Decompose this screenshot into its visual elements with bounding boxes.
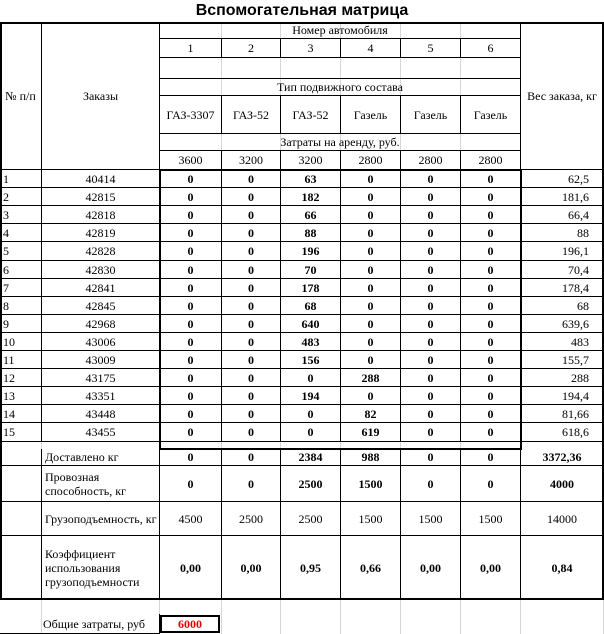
- assignment-cell[interactable]: 0: [222, 188, 281, 206]
- order-weight[interactable]: 178,4: [521, 279, 604, 297]
- assignment-cell[interactable]: 0: [160, 170, 222, 188]
- row-number[interactable]: 3: [0, 206, 42, 224]
- assignment-cell[interactable]: 619: [341, 423, 401, 442]
- assignment-cell[interactable]: 0: [401, 387, 461, 405]
- summary-value[interactable]: 1500: [461, 502, 521, 536]
- assignment-cell[interactable]: 0: [222, 279, 281, 297]
- assignment-cell[interactable]: 0: [461, 333, 521, 351]
- row-number[interactable]: 5: [0, 242, 42, 261]
- assignment-cell[interactable]: 0: [160, 261, 222, 279]
- assignment-cell[interactable]: 0: [222, 387, 281, 405]
- assignment-cell[interactable]: 0: [222, 315, 281, 333]
- order-id[interactable]: 40414: [42, 170, 160, 188]
- assignment-cell[interactable]: 0: [401, 351, 461, 369]
- assignment-cell[interactable]: 0: [341, 206, 401, 224]
- row-number[interactable]: 10: [0, 333, 42, 351]
- assignment-cell[interactable]: 0: [281, 369, 341, 387]
- assignment-cell[interactable]: 0: [222, 423, 281, 442]
- assignment-cell[interactable]: 0: [461, 297, 521, 315]
- row-number[interactable]: 2: [0, 188, 42, 206]
- vehicle-type-5[interactable]: Газель: [401, 96, 461, 134]
- assignment-cell[interactable]: 0: [341, 188, 401, 206]
- assignment-cell[interactable]: 0: [461, 279, 521, 297]
- assignment-cell[interactable]: 0: [222, 297, 281, 315]
- order-id[interactable]: 42845: [42, 297, 160, 315]
- assignment-cell[interactable]: 0: [160, 333, 222, 351]
- assignment-cell[interactable]: 156: [281, 351, 341, 369]
- assignment-cell[interactable]: 0: [401, 242, 461, 261]
- row-number[interactable]: 9: [0, 315, 42, 333]
- assignment-cell[interactable]: 0: [160, 315, 222, 333]
- vehicle-type-3[interactable]: ГАЗ-52: [281, 96, 341, 134]
- assignment-cell[interactable]: 0: [401, 206, 461, 224]
- assignment-cell[interactable]: 0: [160, 423, 222, 442]
- assignment-cell[interactable]: 0: [222, 405, 281, 423]
- order-weight[interactable]: 62,5: [521, 170, 604, 188]
- assignment-cell[interactable]: 0: [341, 242, 401, 261]
- order-id[interactable]: 43448: [42, 405, 160, 423]
- vehicle-type-4[interactable]: Газель: [341, 96, 401, 134]
- row-number[interactable]: 6: [0, 261, 42, 279]
- assignment-cell[interactable]: 0: [160, 206, 222, 224]
- assignment-cell[interactable]: 0: [401, 224, 461, 242]
- summary-value[interactable]: 0: [222, 466, 281, 502]
- row-number[interactable]: 4: [0, 224, 42, 242]
- assignment-cell[interactable]: 82: [341, 405, 401, 423]
- assignment-cell[interactable]: 0: [341, 333, 401, 351]
- assignment-cell[interactable]: 70: [281, 261, 341, 279]
- assignment-cell[interactable]: 0: [222, 261, 281, 279]
- vehicle-type-1[interactable]: ГАЗ-3307: [160, 96, 222, 134]
- summary-spacer[interactable]: [0, 502, 42, 536]
- order-id[interactable]: 43009: [42, 351, 160, 369]
- vehicle-number-4[interactable]: 4: [341, 39, 401, 58]
- summary-value[interactable]: 0: [160, 466, 222, 502]
- order-weight[interactable]: 88: [521, 224, 604, 242]
- row-number[interactable]: 14: [0, 405, 42, 423]
- row-number[interactable]: 11: [0, 351, 42, 369]
- assignment-cell[interactable]: 0: [461, 423, 521, 442]
- assignment-cell[interactable]: 0: [461, 369, 521, 387]
- order-weight[interactable]: 155,7: [521, 351, 604, 369]
- assignment-cell[interactable]: 288: [341, 369, 401, 387]
- assignment-cell[interactable]: 0: [401, 369, 461, 387]
- order-weight[interactable]: 483: [521, 333, 604, 351]
- summary-value[interactable]: 0,95: [281, 536, 341, 600]
- header-vehicle-type[interactable]: Тип подвижного состава: [160, 79, 521, 96]
- assignment-cell[interactable]: 483: [281, 333, 341, 351]
- assignment-cell[interactable]: 0: [160, 387, 222, 405]
- assignment-cell[interactable]: 194: [281, 387, 341, 405]
- assignment-cell[interactable]: 88: [281, 224, 341, 242]
- order-weight[interactable]: 70,4: [521, 261, 604, 279]
- assignment-cell[interactable]: 68: [281, 297, 341, 315]
- summary-value[interactable]: 0,00: [461, 536, 521, 600]
- assignment-cell[interactable]: 0: [461, 351, 521, 369]
- vehicle-number-6[interactable]: 6: [461, 39, 521, 58]
- assignment-cell[interactable]: 0: [401, 315, 461, 333]
- vehicle-number-5[interactable]: 5: [401, 39, 461, 58]
- summary-value[interactable]: 2500: [281, 502, 341, 536]
- row-number[interactable]: 15: [0, 423, 42, 442]
- order-id[interactable]: 43006: [42, 333, 160, 351]
- row-number[interactable]: 8: [0, 297, 42, 315]
- assignment-cell[interactable]: 178: [281, 279, 341, 297]
- order-id[interactable]: 43351: [42, 387, 160, 405]
- summary-value[interactable]: 0: [401, 466, 461, 502]
- assignment-cell[interactable]: 0: [160, 188, 222, 206]
- row-number[interactable]: 13: [0, 387, 42, 405]
- row-number[interactable]: 1: [0, 170, 42, 188]
- summary-spacer[interactable]: [0, 466, 42, 502]
- assignment-cell[interactable]: 0: [401, 279, 461, 297]
- assignment-cell[interactable]: 0: [461, 242, 521, 261]
- assignment-cell[interactable]: 0: [222, 351, 281, 369]
- summary-label[interactable]: Доставлено кг: [42, 449, 160, 466]
- assignment-cell[interactable]: 0: [461, 206, 521, 224]
- summary-value[interactable]: 0: [461, 466, 521, 502]
- summary-value[interactable]: 2500: [222, 502, 281, 536]
- rent-cost-1[interactable]: 3600: [160, 151, 222, 170]
- assignment-cell[interactable]: 0: [401, 297, 461, 315]
- assignment-cell[interactable]: 182: [281, 188, 341, 206]
- assignment-cell[interactable]: 0: [222, 206, 281, 224]
- order-id[interactable]: 42830: [42, 261, 160, 279]
- summary-value[interactable]: 0,00: [401, 536, 461, 600]
- vehicle-number-1[interactable]: 1: [160, 39, 222, 58]
- assignment-cell[interactable]: 0: [401, 423, 461, 442]
- assignment-cell[interactable]: 0: [160, 297, 222, 315]
- summary-spacer[interactable]: [0, 449, 42, 466]
- assignment-cell[interactable]: 0: [461, 387, 521, 405]
- summary-value[interactable]: 2384: [281, 449, 341, 466]
- rent-cost-4[interactable]: 2800: [341, 151, 401, 170]
- order-id[interactable]: 42968: [42, 315, 160, 333]
- assignment-cell[interactable]: 0: [461, 261, 521, 279]
- summary-value[interactable]: 0: [222, 449, 281, 466]
- order-id[interactable]: 43455: [42, 423, 160, 442]
- vehicle-number-2[interactable]: 2: [222, 39, 281, 58]
- summary-value[interactable]: 0,00: [160, 536, 222, 600]
- order-weight[interactable]: 181,6: [521, 188, 604, 206]
- assignment-cell[interactable]: 0: [461, 224, 521, 242]
- assignment-cell[interactable]: 0: [222, 170, 281, 188]
- assignment-cell[interactable]: 66: [281, 206, 341, 224]
- row-number[interactable]: 7: [0, 279, 42, 297]
- order-id[interactable]: 42828: [42, 242, 160, 261]
- vehicle-type-2[interactable]: ГАЗ-52: [222, 96, 281, 134]
- assignment-cell[interactable]: 0: [160, 279, 222, 297]
- assignment-cell[interactable]: 0: [341, 261, 401, 279]
- rent-cost-2[interactable]: 3200: [222, 151, 281, 170]
- assignment-cell[interactable]: 0: [401, 333, 461, 351]
- summary-value[interactable]: 1500: [401, 502, 461, 536]
- assignment-cell[interactable]: 0: [160, 369, 222, 387]
- assignment-cell[interactable]: 0: [281, 423, 341, 442]
- header-rent-cost[interactable]: Затраты на аренду, руб.: [160, 134, 521, 151]
- row-number[interactable]: 12: [0, 369, 42, 387]
- assignment-cell[interactable]: 0: [341, 297, 401, 315]
- vehicle-number-3[interactable]: 3: [281, 39, 341, 58]
- assignment-cell[interactable]: 0: [401, 261, 461, 279]
- summary-value[interactable]: 0,66: [341, 536, 401, 600]
- order-weight[interactable]: 639,6: [521, 315, 604, 333]
- order-weight[interactable]: 618,6: [521, 423, 604, 442]
- assignment-cell[interactable]: 0: [341, 387, 401, 405]
- assignment-cell[interactable]: 0: [341, 170, 401, 188]
- order-id[interactable]: 42841: [42, 279, 160, 297]
- rent-cost-6[interactable]: 2800: [461, 151, 521, 170]
- assignment-cell[interactable]: 0: [222, 369, 281, 387]
- assignment-cell[interactable]: 0: [401, 405, 461, 423]
- assignment-cell[interactable]: 0: [160, 242, 222, 261]
- header-order-weight[interactable]: Вес заказа, кг: [521, 22, 604, 170]
- assignment-cell[interactable]: 0: [461, 188, 521, 206]
- order-weight[interactable]: 194,4: [521, 387, 604, 405]
- rent-cost-5[interactable]: 2800: [401, 151, 461, 170]
- order-id[interactable]: 42815: [42, 188, 160, 206]
- assignment-cell[interactable]: 0: [281, 405, 341, 423]
- total-cost-value[interactable]: 6000: [160, 615, 220, 633]
- vehicle-type-6[interactable]: Газель: [461, 96, 521, 134]
- assignment-cell[interactable]: 0: [160, 351, 222, 369]
- summary-label[interactable]: Провозная способность, кг: [42, 466, 160, 502]
- assignment-cell[interactable]: 0: [401, 188, 461, 206]
- summary-total[interactable]: 3372,36: [521, 449, 604, 466]
- header-blank-row[interactable]: [160, 58, 521, 79]
- header-num[interactable]: № п/п: [0, 22, 42, 170]
- rent-cost-3[interactable]: 3200: [281, 151, 341, 170]
- summary-value[interactable]: 1500: [341, 466, 401, 502]
- summary-label[interactable]: Грузоподъемность, кг: [42, 502, 160, 536]
- summary-spacer[interactable]: [0, 536, 42, 600]
- summary-value[interactable]: 0: [160, 449, 222, 466]
- order-id[interactable]: 43175: [42, 369, 160, 387]
- sheet-title: Вспомогательная матрица: [195, 2, 409, 19]
- assignment-cell[interactable]: 640: [281, 315, 341, 333]
- summary-total[interactable]: 14000: [521, 502, 604, 536]
- summary-value[interactable]: 988: [341, 449, 401, 466]
- order-id[interactable]: 42819: [42, 224, 160, 242]
- header-vehicle-number[interactable]: Номер автомобиля: [160, 22, 521, 39]
- assignment-cell[interactable]: 0: [461, 170, 521, 188]
- summary-value[interactable]: 0: [401, 449, 461, 466]
- summary-value[interactable]: 0,00: [222, 536, 281, 600]
- order-weight[interactable]: 288: [521, 369, 604, 387]
- order-weight[interactable]: 66,4: [521, 206, 604, 224]
- assignment-cell[interactable]: 0: [222, 333, 281, 351]
- assignment-cell[interactable]: 196: [281, 242, 341, 261]
- summary-total[interactable]: 4000: [521, 466, 604, 502]
- assignment-cell[interactable]: 0: [341, 224, 401, 242]
- assignment-cell[interactable]: 0: [461, 315, 521, 333]
- summary-value[interactable]: 1500: [341, 502, 401, 536]
- summary-value[interactable]: 2500: [281, 466, 341, 502]
- order-id[interactable]: 42818: [42, 206, 160, 224]
- assignment-cell[interactable]: 63: [281, 170, 341, 188]
- assignment-cell[interactable]: 0: [461, 405, 521, 423]
- assignment-cell[interactable]: 0: [341, 315, 401, 333]
- order-weight[interactable]: 196,1: [521, 242, 604, 261]
- summary-total[interactable]: 0,84: [521, 536, 604, 600]
- assignment-cell[interactable]: 0: [401, 170, 461, 188]
- assignment-cell[interactable]: 0: [341, 351, 401, 369]
- summary-label[interactable]: Коэффициент использования грузоподъемности: [42, 536, 160, 600]
- summary-value[interactable]: 4500: [160, 502, 222, 536]
- assignment-cell[interactable]: 0: [341, 279, 401, 297]
- assignment-cell[interactable]: 0: [160, 405, 222, 423]
- assignment-cell[interactable]: 0: [222, 224, 281, 242]
- total-cost-label[interactable]: Общие затраты, руб: [0, 614, 160, 634]
- assignment-cell[interactable]: 0: [222, 242, 281, 261]
- header-orders[interactable]: Заказы: [42, 22, 160, 170]
- order-weight[interactable]: 81,66: [521, 405, 604, 423]
- order-weight[interactable]: 68: [521, 297, 604, 315]
- summary-value[interactable]: 0: [461, 449, 521, 466]
- assignment-cell[interactable]: 0: [160, 224, 222, 242]
